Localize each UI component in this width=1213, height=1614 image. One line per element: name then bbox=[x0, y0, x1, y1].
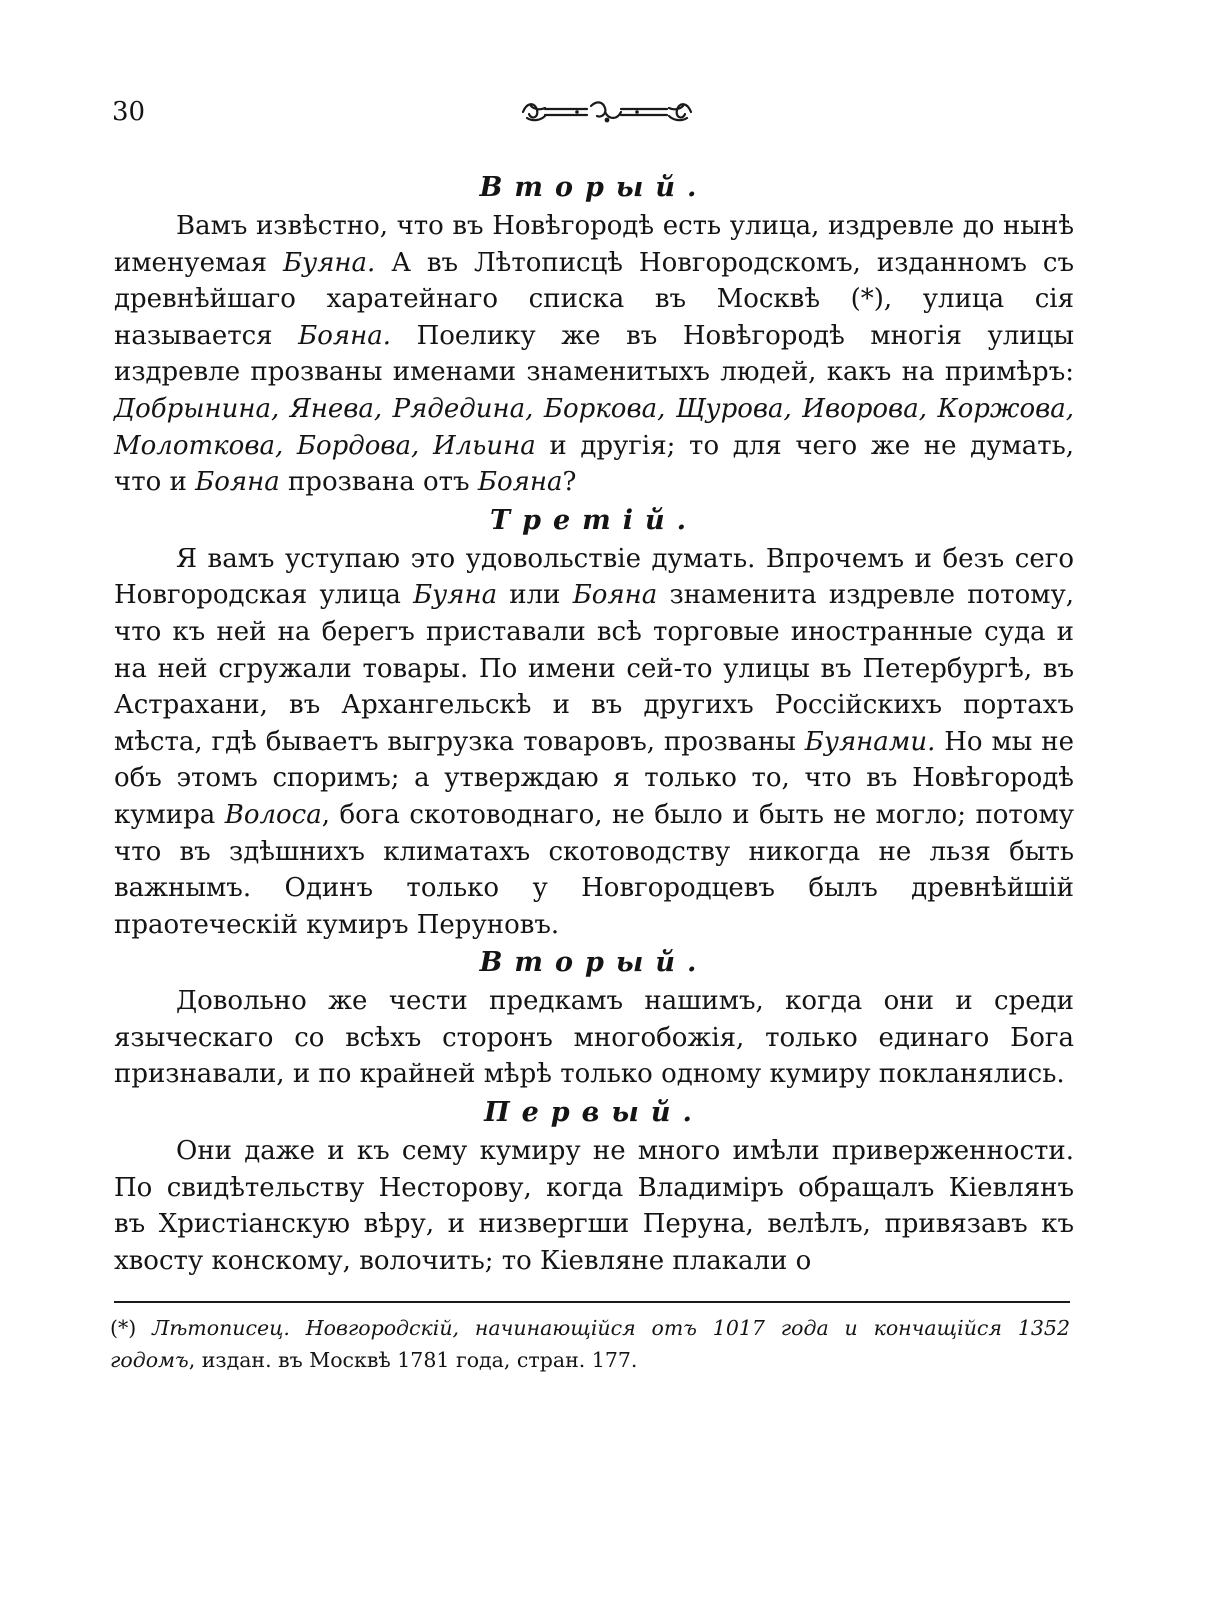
footnote-source-details: , издан. въ Москвѣ 1781 года, стран. 177. bbox=[188, 1348, 638, 1372]
dialogue-text bbox=[114, 168, 1074, 1279]
dialogue-paragraph bbox=[114, 541, 1074, 944]
speaker-heading: Вторый. bbox=[479, 947, 709, 979]
text-run: Поелику же въ Новѣгородѣ многія улицы издревле прозваны именами знаменитыхъ людей, какъ на примѣръ: bbox=[114, 320, 1075, 388]
italic-name-run: Бояна bbox=[477, 467, 563, 498]
text-run: или bbox=[497, 580, 573, 611]
text-run: Но мы не объ этомъ споримъ; а утверждаю я только то, что въ Новѣгородѣ кумира bbox=[114, 726, 1074, 830]
text-run: Я вамъ уступаю это удовольствіе думать. Впрочемъ и безъ сего Новгородская улица bbox=[114, 543, 1074, 611]
italic-name-run: Буянами. bbox=[804, 726, 936, 757]
speaker-heading: Третій. bbox=[489, 504, 698, 536]
text-run: Они даже и къ сему кумиру не много имѣли приверженности. По свидѣтельству Несторову, когда Владиміръ обращалъ Кіевлянъ въ Христіанскую вѣру, и низвергши Перуна, велѣлъ, привязавъ къ хвосту конскому, волочить; то Кіевляне плакали о bbox=[114, 1136, 1074, 1276]
italic-name-run: Бояна. bbox=[298, 320, 392, 351]
italic-name-run: Добрынина, Янева, Рядедина, Боркова, Щурова, Иворова, Коржова, Молоткова, Бордова, Ильина bbox=[114, 393, 1074, 461]
italic-name-run: Буяна. bbox=[283, 247, 376, 278]
speaker-heading: Вторый. bbox=[479, 172, 709, 203]
text-run: Вамъ извѣстно, что въ Новѣгородѣ есть улица, издревле до нынѣ именуемая bbox=[114, 211, 1074, 278]
text-run: и другія; то для чего же не думать, что и bbox=[114, 430, 1074, 498]
dialogue-paragraph bbox=[114, 1133, 1074, 1279]
italic-name-run: Бояна bbox=[195, 467, 280, 498]
dialogue-paragraph bbox=[114, 208, 1074, 501]
text-run: прозвана отъ bbox=[279, 467, 478, 498]
dialogue-paragraph bbox=[114, 983, 1074, 1093]
italic-name-run: Бояна bbox=[572, 580, 658, 611]
text-run: знаменита издревле потому, что къ ней на берегъ приставали всѣ торговые иностранные суда и на ней сгружали товары. По имени сей-то улицы въ Петербургѣ, въ Астрахани, въ Архангельскѣ и въ другихъ Россійскихъ портахъ мѣста, гдѣ бываетъ выгрузка товаровъ, прозваны bbox=[114, 580, 1075, 757]
footnote bbox=[110, 1312, 1070, 1376]
text-run: Довольно же чести предкамъ нашимъ, когда они и среди языческаго со всѣхъ сторонъ многобожія, только единаго Бога признавали, и по крайней мѣрѣ только одному кумиру покланялись. bbox=[114, 986, 1074, 1090]
speaker-heading: Первый. bbox=[484, 1097, 704, 1129]
page-number: 30 bbox=[112, 97, 146, 127]
text-run: , бога скотоводнаго, не было и быть не могло; потому что въ здѣшнихъ климатахъ скотоводству никогда не льзя быть важнымъ. Одинъ только у Новгородцевъ былъ древнѣйшій праотеческій кумиръ Перуновъ. bbox=[114, 799, 1074, 940]
text-run: ? bbox=[562, 467, 577, 498]
footnote-rule bbox=[114, 1301, 1070, 1303]
text-run: А въ Лѣтописцѣ Новгородскомъ, изданномъ съ древнѣйшаго харатейнаго списка въ Москвѣ (*), улица сія называется bbox=[114, 247, 1074, 351]
head-ornament-icon bbox=[517, 98, 697, 126]
italic-name-run: Буяна bbox=[413, 580, 498, 611]
footnote-source-title: Лѣтописец. Новгородскій, начинающійся отъ 1017 года и кончащійся 1352 годомъ bbox=[110, 1316, 1070, 1372]
footnote-mark: (*) bbox=[110, 1316, 137, 1340]
italic-name-run: Волоса bbox=[224, 799, 322, 830]
